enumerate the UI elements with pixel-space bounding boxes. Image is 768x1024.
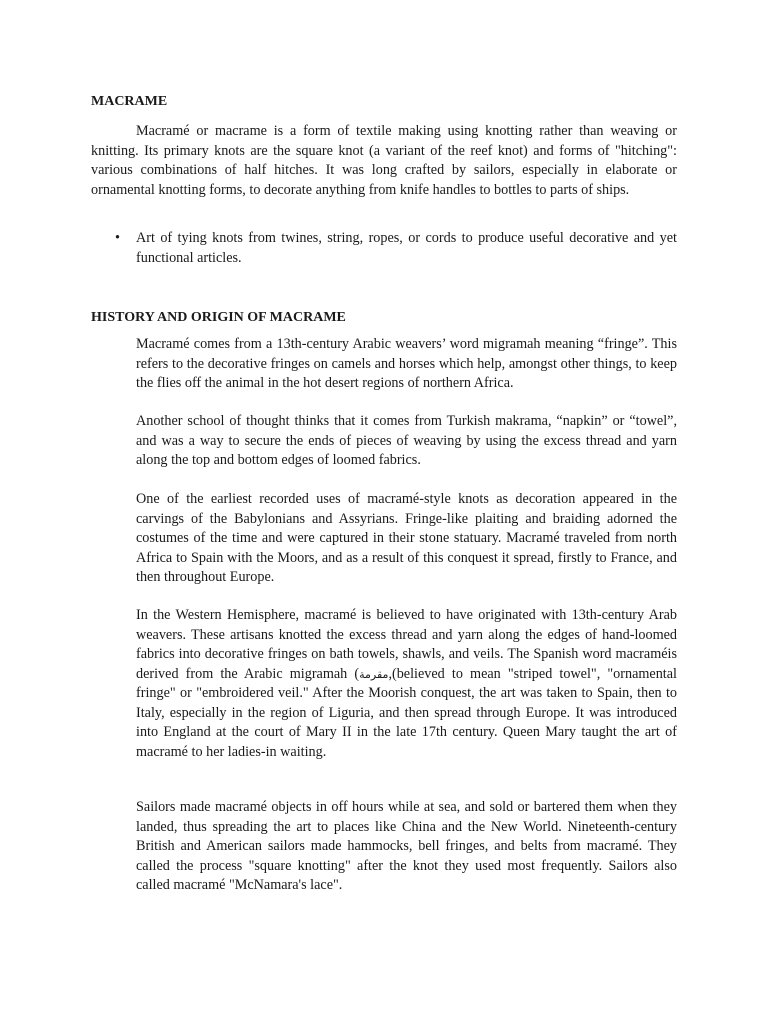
history-paragraph-5: Sailors made macramé objects in off hours while at sea, and sold or bartered them when they landed, thus spreading the art to places like China and the New World. Nineteenth-century British and American sailors made hammocks, bell fringes, and belts from macramé. They called the process "square knotting" after the knot they used most frequently. Sailors also called macramé "McNamara's lace". bbox=[136, 799, 677, 893]
bullet-icon: • bbox=[115, 230, 120, 246]
history-paragraph-2: Another school of thought thinks that it comes from Turkish makrama, “napkin” or “towel”, and was a way to secure the ends of pieces of weaving by using the excess thread and yarn along the top and bottom edges of loomed fabrics. bbox=[136, 413, 677, 468]
history-paragraph-4 bbox=[136, 606, 677, 762]
bullet-list bbox=[91, 229, 677, 268]
section-title-macrame: MACRAME bbox=[91, 94, 168, 109]
bullet-text: Art of tying knots from twines, string, ropes, or cords to produce useful decorative and yet functional articles. bbox=[136, 230, 677, 266]
intro-paragraph: Macramé or macrame is a form of textile making using knotting rather than weaving or knitting. Its primary knots are the square knot (a variant of the reef knot) and forms of "hitching": various combinations of half hitches. It was long crafted by sailors, especially in elaborate or ornamental knotting forms, to decorate anything from knife handles to bottles to parts of ships. bbox=[91, 123, 677, 198]
p4-text-start: In the Western Hemisphere, macramé is believed to have originated with 13th-century Arab weavers. These artisans knotted the excess thread and yarn along the edges of hand-loomed fabrics into decorative fringes on bath towels, shawls, and veils. The Spanish word macraméis derived from the Arabic migramah ( bbox=[136, 607, 677, 682]
history-paragraph-1: Macramé comes from a 13th-century Arabic weavers’ word migramah meaning “fringe”. This refers to the decorative fringes on camels and horses which help, amongst other things, to keep the flies off the animal in the hot desert regions of northern Africa. bbox=[136, 336, 677, 391]
history-paragraph-3: One of the earliest recorded uses of macramé-style knots as decoration appeared in the carvings of the Babylonians and Assyrians. Fringe-like plaiting and braiding adorned the costumes of the time and were captured in their stone statuary. Macramé traveled from north Africa to Spain with the Moors, and as a result of this conquest it spread, firstly to France, and then throughout Europe. bbox=[136, 491, 677, 585]
arabic-word: مقرمة bbox=[359, 667, 389, 681]
section-title-history: HISTORY AND ORIGIN OF MACRAME bbox=[91, 310, 346, 325]
list-item bbox=[91, 229, 677, 268]
p4-text-end: ,(believed to mean "striped towel", "ornamental fringe" or "embroidered veil." After the Moorish conquest, the art was taken to Spain, then to Italy, especially in the region of Liguria, and then spread through Europe. It was introduced into England at the court of Mary II in the late 17th century. Queen Mary taught the art of macramé to her ladies-in waiting. bbox=[136, 665, 677, 760]
